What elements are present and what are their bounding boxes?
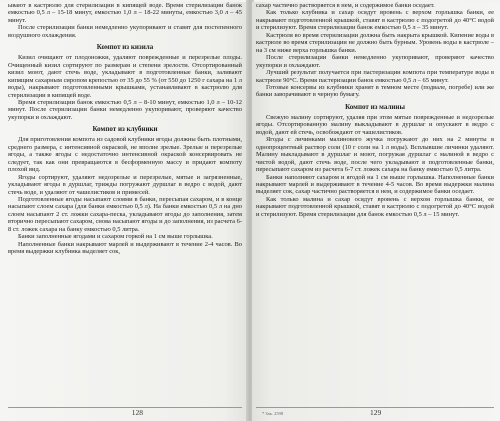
kizil-text (8, 54, 242, 121)
left-intro-text (8, 2, 242, 39)
heading-kizil: Компот из кизила (96, 43, 154, 52)
paragraph: Лучший результат получается при пастеризации компота при температуре воды в кастрюле 90°С. Время пастеризации банок емкостью 0,5 л – 65 минут. (256, 69, 494, 84)
paragraph: Ягоды с личинками малинового жучка погружают до них на 2 минуты в однопроцентный раствор соли (10 г соли на 1 л воды). Всплывшие личинки удаляют. Малину выкладывают в дуршлаг и моют, погружая дуршлаг с малиной в ведро с чистой водой, дают стечь воде, после чего укладывают в подготовленные банки, пересыпают сахаром из расчета 6-7 ст. ложек сахара на банку емкостью 0,5 литра. (256, 136, 494, 174)
page-number: 128 (131, 408, 143, 417)
paragraph: Кастрюля во время стерилизации должна быть накрыта крышкой. Кипение воды в кастрюле во время стерилизации не должно быть бурным. Уровень воды в кастрюле – на 3 см ниже верха горлышка банки. (256, 31, 494, 54)
footnote: * Зак. 2598 (262, 411, 284, 416)
paragraph: После стерилизации банки немедленно укупоривают и ставят для постепенного воздушного охлаждения. (8, 24, 242, 39)
paragraph: Свежую малину сортируют, удаляя при этом мятые поврежденные и недозрелые ягоды. Отсортированную малину выкладывают в дуршлаг и опускают в ведро с водой, дают ей стечь, освобождают от чашелистиков. (256, 113, 494, 136)
heading-malina: Компот из малины (345, 102, 405, 111)
left-page (0, 2, 248, 421)
paragraph: Банки заполненные ягодами и сахаром горкой на 1 см выше горлышка. (18, 233, 213, 241)
paragraph: ывают в кастрюлю для стерилизации в кипящей воде. Время стерилизации банок емкостью 0,5 л – 15-18 минут, емкостью 1,0 л – 18-22 минуты, емкостью 3,0 л – 45 минут. (8, 2, 242, 24)
paragraph: Как только клубника и сахар осядут вровень с верхом горлышка банки, ее накрывают подготовленной крышкой, ставят в кастрюлю с подогретой до 40°С водой и стерилизуют. Время стерилизации банок емкостью 0,5 л – 35 минут. (256, 9, 494, 32)
paragraph: сахар частично растворяется в нем, и содержимое банки оседает. (256, 2, 435, 9)
paragraph: Как только малина и сахар осядут вровень с верхом горлышка банки, ее накрывают подготовленной крышкой, ставят в кастрюлю с подогретой до 40°С водой и стерилизуют. Время стерилизации для банок емкостью 0,5 л – 15 минут. (256, 195, 494, 218)
paragraph: После стерилизации банки немедленно укупоривают, проверяют качество укупорки и охлаждают. (256, 54, 494, 69)
paragraph: Готовые консервы из клубники хранят в темном месте (подвале, погребе) или же банки заворачивают в черную бумагу. (256, 83, 494, 99)
paragraph: Банки наполняют сахаром и ягодой на 1 см выше горлышка. Наполненные банки накрывают марлей и выдерживают в течение 4-5 часов. Во время выдержки малина выделяет сок, сахар частично растворяется в нем, и содержимое банки оседает. (256, 173, 494, 196)
paragraph: Подготовленные ягоды насыпают слоями в банки, пересыпая сахаром, и в конце насыпают слоем сахара (для банки емкостью 0,5 л). На банки емкостью 0,5 л на дно слоем насыпают 2 ст. ложки сахара-песка, укладывают ягоды до заполнения, затем вторично пересыпают сахаром, снова насыпают ягоды и до заполнения, из расчета 6-8 ст. ложек сахара на банку емкостью 0,5 литра. (8, 195, 242, 233)
paragraph: Ягоды сортируют, удаляют недозрелые и перезрелые, мятые и загрязненные, укладывают ягоды в дуршлаг, трижды погружают дуршлаг в ведро с водой, дают стечь воде, и удаляют от чашелистиков и примесей. (8, 173, 242, 196)
paragraph: Наполненные банки накрывают марлей и выдерживают в течение 2-4 часов. Во время выдержки клубника выделяет сок, (8, 240, 242, 256)
klubnika-continued-text (256, 2, 494, 99)
page-divider (8, 407, 242, 408)
right-page (252, 2, 500, 421)
paragraph: Кизил очищают от плодоножки, удаляют поврежденные и перезрелые плоды. Очищенный кизил сортируют по размерам и степени зрелости. Отсортированный кизил моют, дают стечь воде, укладывают в подготовленные банки, заливают кипящим сахарным сиропом крепостью от 35 до 55 % (от 550 до 1250 г сахара на 1 л воды), накрывают подготовленными крышками, устанавливают в кастрюлю для стерилизации в кипящей воде. (8, 54, 242, 99)
paragraph: Время стерилизации банок емкостью 0,5 л – 8-10 минут, емкостью 1,0 л – 10-12 минут. После стерилизации банки немедленно укупоривают, проверяют качество укупорки и охлаждают. (8, 98, 242, 121)
page-number: 129 (370, 408, 382, 417)
paragraph: Для приготовления компота из садовой клубники ягоды должны быть плотными, среднего размера, с интенсивной окраской, не вполне зрелые. Зрелые и перезрелые ягоды, а также ягоды с недостаточно интенсивной окраской консервировать не следует, так как они превращаются в бесформенную массу и придают компоту плохой вид. (8, 136, 242, 174)
malina-text (256, 114, 494, 218)
klubnika-text (8, 136, 242, 255)
heading-klubnika: Компот из клубники (92, 125, 158, 134)
